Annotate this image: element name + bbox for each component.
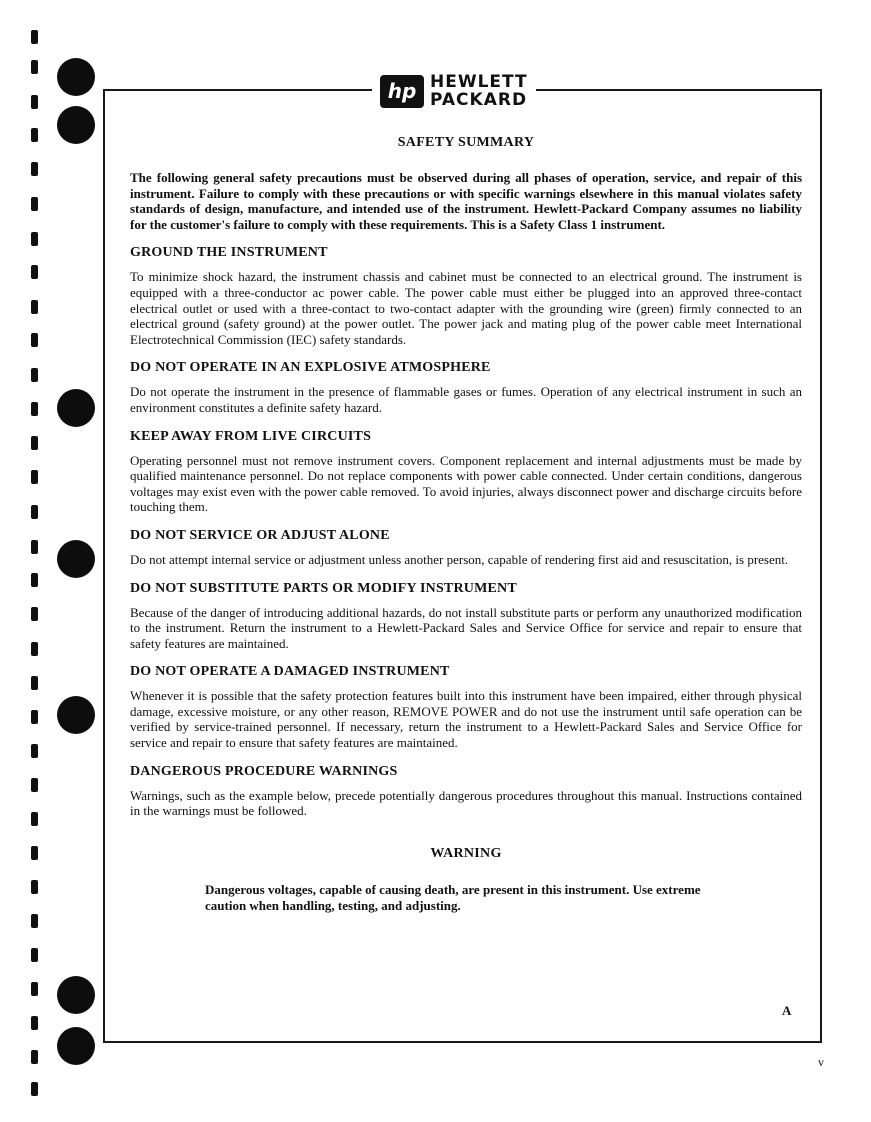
section-body: Whenever it is possible that the safety protection features built into this instrument have been impaired, either through physical damage, excessive moisture, or any other reason, REMOVE POWER and do not use the instrument until safe operation can be verified by service-trained personnel. If necessary, return the instrument to a Hewlett-Packard Sales and Service Office for service and repair to ensure that safety features are maintained. xyxy=(130,688,802,751)
binder-mark xyxy=(31,505,38,519)
binder-mark xyxy=(31,948,38,962)
section-body: Do not attempt internal service or adjustment unless another person, capable of rendering first aid and resuscitation, is present. xyxy=(130,551,789,567)
section-substitute-parts xyxy=(130,581,802,652)
binder-mark xyxy=(31,642,38,656)
binder-mark xyxy=(31,676,38,690)
binder-mark xyxy=(31,368,38,382)
page-number: v xyxy=(818,1055,824,1069)
binder-mark xyxy=(31,60,38,74)
binder-mark xyxy=(31,1082,38,1096)
binder-mark xyxy=(31,232,38,246)
section-explosive-atmosphere xyxy=(130,360,802,415)
binder-mark xyxy=(31,914,38,928)
punch-hole xyxy=(57,389,95,427)
binder-mark xyxy=(31,1050,38,1064)
hp-logo-symbol: hp xyxy=(387,79,417,103)
section-heading: DO NOT SUBSTITUTE PARTS OR MODIFY INSTRUMENT xyxy=(130,580,517,596)
section-body: Do not operate the instrument in the presence of flammable gases or fumes. Operation of any electrical instrument in such an environment constitutes a definite safety hazard. xyxy=(130,384,802,415)
punch-hole xyxy=(57,540,95,578)
warning-title: WARNING xyxy=(430,845,502,861)
punch-hole xyxy=(57,106,95,144)
hp-logo-icon xyxy=(380,75,424,108)
warning-text: Dangerous voltages, capable of causing death, are present in this instrument. Use extreme caution when handling, testing, and adjusting. xyxy=(205,881,701,913)
section-body: Because of the danger of introducing additional hazards, do not install substitute parts or perform any unauthorized modification to the instrument. Return the instrument to a Hewlett-Packard Sales and Service Office for service and repair to ensure that safety features are maintained. xyxy=(130,604,802,651)
binder-mark xyxy=(31,95,38,109)
section-body: Operating personnel must not remove instrument covers. Component replacement and internal adjustments must be made by qualified maintenance personnel. Do not replace components with power cable connected. Under certain conditions, dangerous voltages may exist even with the power cable removed. To avoid injuries, always disconnect power and discharge circuits before touching them. xyxy=(130,452,802,515)
punch-hole xyxy=(57,976,95,1014)
section-heading: DO NOT OPERATE IN AN EXPLOSIVE ATMOSPHERE xyxy=(130,360,491,376)
binder-mark xyxy=(31,540,38,554)
section-body: Warnings, such as the example below, precede potentially dangerous procedures throughout this manual. Instructions contained in the warnings must be followed. xyxy=(130,787,802,819)
binder-mark xyxy=(31,710,38,724)
binder-mark xyxy=(31,333,38,347)
section-heading: KEEP AWAY FROM LIVE CIRCUITS xyxy=(130,428,372,444)
punch-hole xyxy=(57,696,95,734)
section-heading: DO NOT SERVICE OR ADJUST ALONE xyxy=(130,527,390,543)
hp-logo-line2: PACKARD xyxy=(430,90,528,110)
binder-mark xyxy=(31,128,38,142)
section-heading: DO NOT OPERATE A DAMAGED INSTRUMENT xyxy=(130,664,450,680)
hp-logo xyxy=(372,72,536,110)
binder-mark xyxy=(31,573,38,587)
binder-mark xyxy=(31,1016,38,1030)
binder-mark xyxy=(31,607,38,621)
hp-logo-text xyxy=(430,73,528,109)
page-letter: A xyxy=(782,1003,792,1018)
binder-mark xyxy=(31,30,38,44)
intro-paragraph: The following general safety precautions must be observed during all phases of operation, service, and repair of this instrument. Failure to comply with these precautions or with specific warnings elsewhere in this manual violates safety standards of design, manufacture, and intended use of the instrument. Hewlett-Packard Company assumes no liability for the customer's failure to comply with these requirements. This is a Safety Class 1 instrument. xyxy=(130,170,802,232)
binder-mark xyxy=(31,300,38,314)
binder-mark xyxy=(31,197,38,211)
binder-mark xyxy=(31,982,38,996)
binder-mark xyxy=(31,436,38,450)
section-body: To minimize shock hazard, the instrument chassis and cabinet must be connected to an electrical ground. The instrument is equipped with a three-conductor ac power cable. The power cable must either be plugged into an approved three-contact electrical outlet or used with a three-contact to two-contact adapter with the grounding wire (green) firmly connected to an electrical ground (safety ground) at the power outlet. The power jack and mating plug of the power cable meet International Electrotechnical Commission (IEC) safety standards. xyxy=(130,269,802,347)
section-live-circuits xyxy=(130,429,802,515)
section-procedure-warnings xyxy=(130,764,802,819)
binder-mark xyxy=(31,778,38,792)
binder-mark xyxy=(31,402,38,416)
section-ground xyxy=(130,245,802,347)
binder-mark xyxy=(31,162,38,176)
section-damaged-instrument xyxy=(130,664,802,750)
hp-logo-line1: HEWLETT xyxy=(430,72,528,92)
binder-mark xyxy=(31,470,38,484)
punch-hole xyxy=(57,1027,95,1065)
document-content xyxy=(130,135,802,914)
binder-mark xyxy=(31,812,38,826)
section-heading: DANGEROUS PROCEDURE WARNINGS xyxy=(130,763,398,779)
binder-mark xyxy=(31,846,38,860)
section-heading: GROUND THE INSTRUMENT xyxy=(130,245,328,261)
binder-mark xyxy=(31,880,38,894)
section-service-alone xyxy=(130,528,802,568)
binder-mark xyxy=(31,265,38,279)
binder-mark xyxy=(31,744,38,758)
punch-hole xyxy=(57,58,95,96)
page-title: SAFETY SUMMARY xyxy=(397,135,535,150)
